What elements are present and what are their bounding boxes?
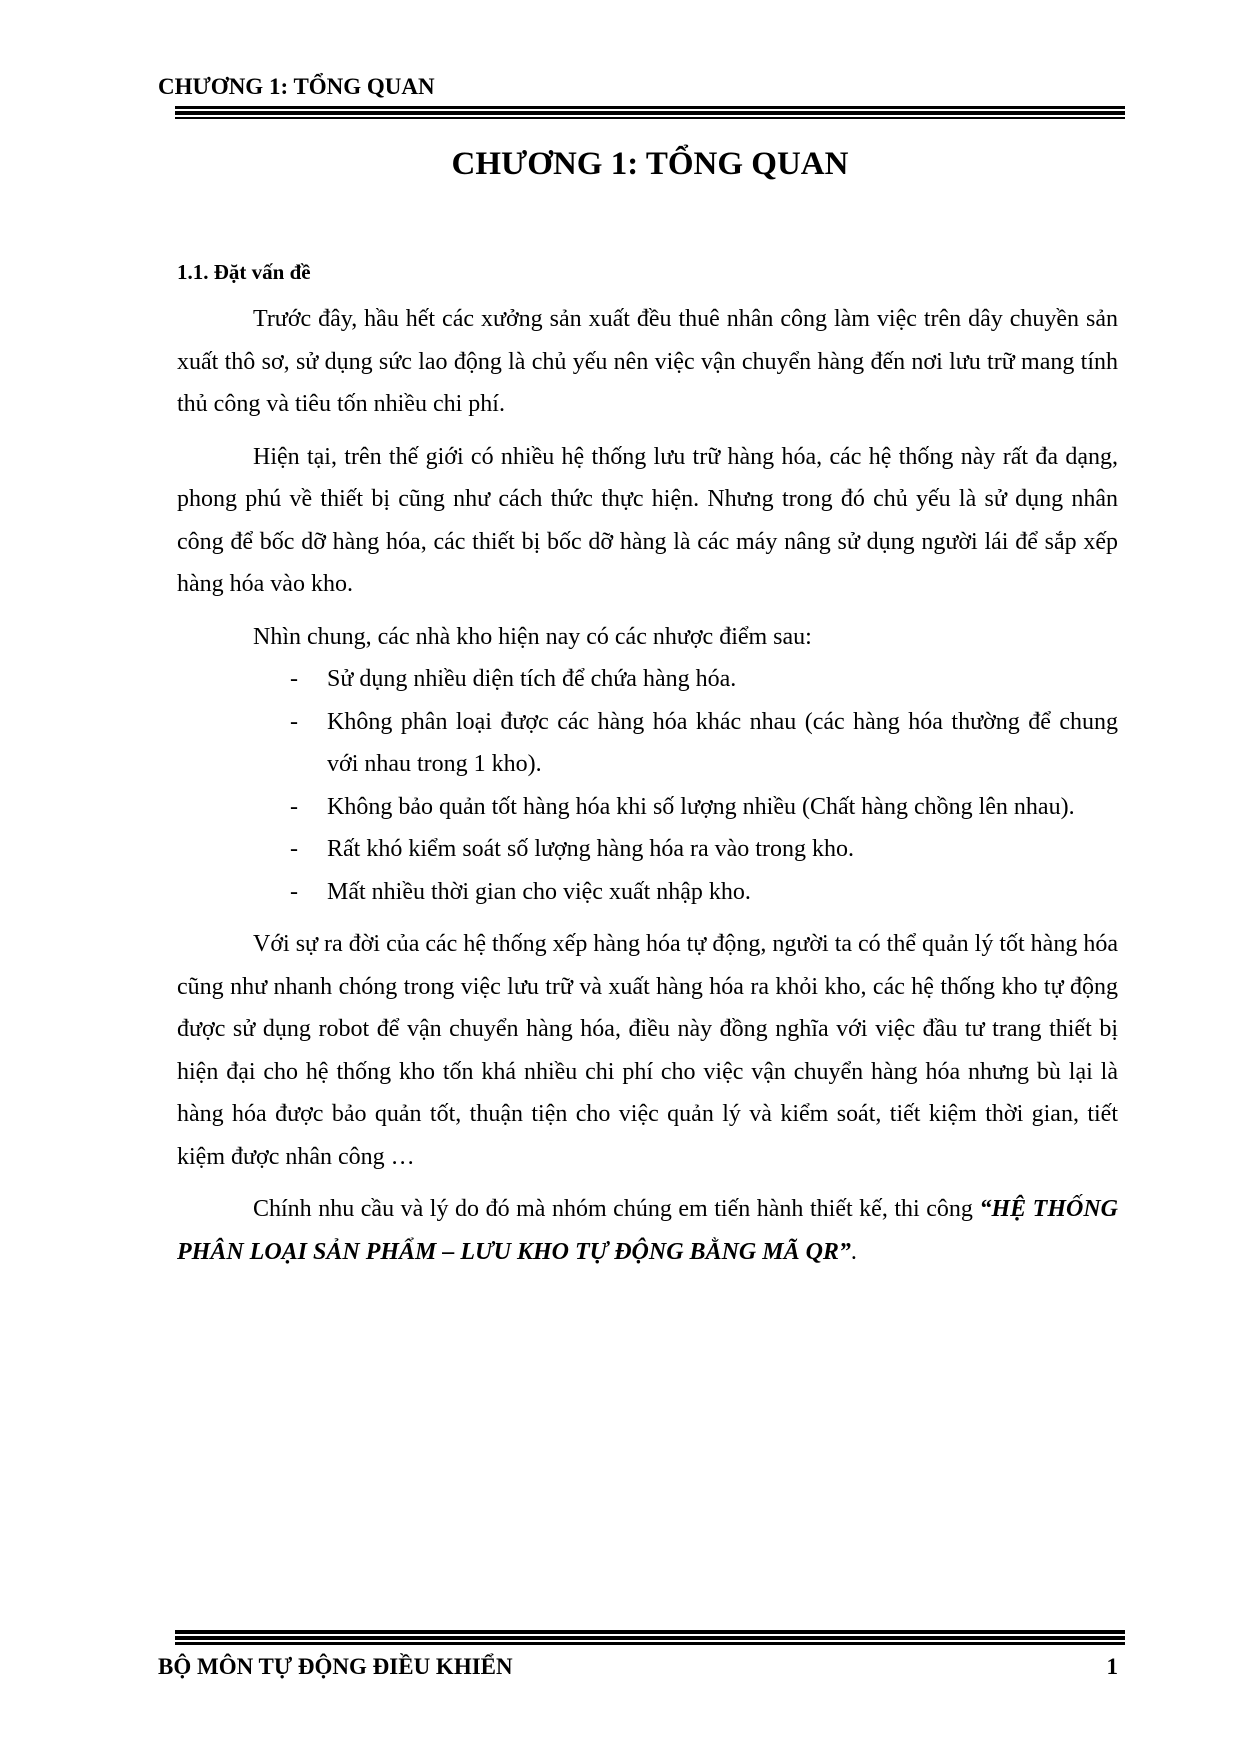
dash-bullet-icon: - bbox=[290, 708, 298, 735]
paragraph: Hiện tại, trên thế giới có nhiều hệ thống lưu trữ hàng hóa, các hệ thống này rất đa dạng, phong phú về thiết bị cũng như cách thức thực hiện. Nhưng trong đó chủ yếu là sử dụng nhân công để bốc dỡ hàng hóa, các thiết bị bốc dỡ hàng là các máy nâng sử dụng người lái để sắp xếp hàng hóa vào kho. bbox=[177, 443, 1118, 597]
closing-period: . bbox=[850, 1238, 857, 1265]
footer-rule bbox=[175, 1630, 1125, 1645]
list-item-text: Không bảo quản tốt hàng hóa khi số lượng nhiều (Chất hàng chồng lên nhau). bbox=[327, 793, 1075, 820]
running-footer: BỘ MÔN TỰ ĐỘNG ĐIỀU KHIỂN bbox=[158, 1654, 513, 1679]
project-title: HỆ THỐNG PHÂN LOẠI SẢN PHẨM – LƯU KHO TỰ ĐỘNG BẰNG MÃ QR bbox=[177, 1196, 1118, 1265]
footer-rule-thin-bottom bbox=[175, 1642, 1125, 1645]
running-header: CHƯƠNG 1: TỔNG QUAN bbox=[158, 74, 435, 99]
header-rule-thick bbox=[175, 111, 1125, 115]
dash-bullet-icon: - bbox=[290, 793, 298, 820]
header-rule bbox=[175, 105, 1125, 119]
dash-bullet-icon: - bbox=[290, 666, 298, 692]
dash-bullet-icon: - bbox=[290, 878, 298, 905]
closing-paragraph bbox=[177, 1188, 1118, 1273]
closing-lead-text: Chính nhu cầu và lý do đó mà nhóm chúng em tiến hành thiết kế, thi công bbox=[253, 1196, 980, 1222]
page-number: 1 bbox=[1106, 1654, 1118, 1679]
dash-bullet-icon: - bbox=[290, 836, 298, 862]
list-item bbox=[177, 786, 1118, 829]
list-item bbox=[177, 701, 1118, 786]
list-item bbox=[177, 658, 1118, 701]
list-item-text: Mất nhiều thời gian cho việc xuất nhập kho. bbox=[327, 878, 751, 905]
paragraph: Trước đây, hầu hết các xưởng sản xuất đều thuê nhân công làm việc trên dây chuyền sản xuất thô sơ, sử dụng sức lao động là chủ yếu nên việc vận chuyển hàng đến nơi lưu trữ mang tính thủ công và tiêu tốn nhiều chi phí. bbox=[177, 306, 1118, 417]
paragraph: Với sự ra đời của các hệ thống xếp hàng hóa tự động, người ta có thể quản lý tốt hàng hóa cũng như nhanh chóng trong việc lưu trữ và xuất hàng hóa ra khỏi kho, các hệ thống kho tự động được sử dụng robot để vận chuyển hàng hóa, điều này đồng nghĩa với việc đầu tư trang thiết bị hiện đại cho hệ thống kho tốn khá nhiều chi phí cho việc vận chuyển hàng hóa nhưng bù lại là hàng hóa được bảo quản tốt, thuận tiện cho việc quản lý và kiểm soát, tiết kiệm thời gian, tiết kiệm được nhân công … bbox=[177, 931, 1118, 1170]
list-item-text: Rất khó kiểm soát số lượng hàng hóa ra vào trong kho. bbox=[327, 836, 854, 862]
list-item bbox=[177, 828, 1118, 871]
list-item-text: Không phân loại được các hàng hóa khác nhau (các hàng hóa thường để chung với nhau trong 1 kho). bbox=[327, 708, 1118, 777]
header-rule-thin-top bbox=[175, 106, 1125, 109]
section-body bbox=[177, 298, 1118, 1273]
close-quote: ” bbox=[838, 1238, 851, 1265]
paragraph: Nhìn chung, các nhà kho hiện nay có các nhược điểm sau: bbox=[253, 623, 812, 650]
section-heading: 1.1. Đặt vấn đề bbox=[177, 260, 311, 284]
drawbacks-list bbox=[177, 658, 1118, 913]
footer-rule-thick-top bbox=[175, 1630, 1125, 1634]
footer-rule-thick-middle bbox=[175, 1636, 1125, 1640]
header-rule-thin-bottom bbox=[175, 117, 1125, 119]
chapter-title: CHƯƠNG 1: TỔNG QUAN bbox=[451, 146, 849, 182]
list-item-text: Sử dụng nhiều diện tích để chứa hàng hóa. bbox=[327, 666, 737, 692]
open-quote: “ bbox=[979, 1196, 992, 1222]
list-item bbox=[177, 871, 1118, 914]
